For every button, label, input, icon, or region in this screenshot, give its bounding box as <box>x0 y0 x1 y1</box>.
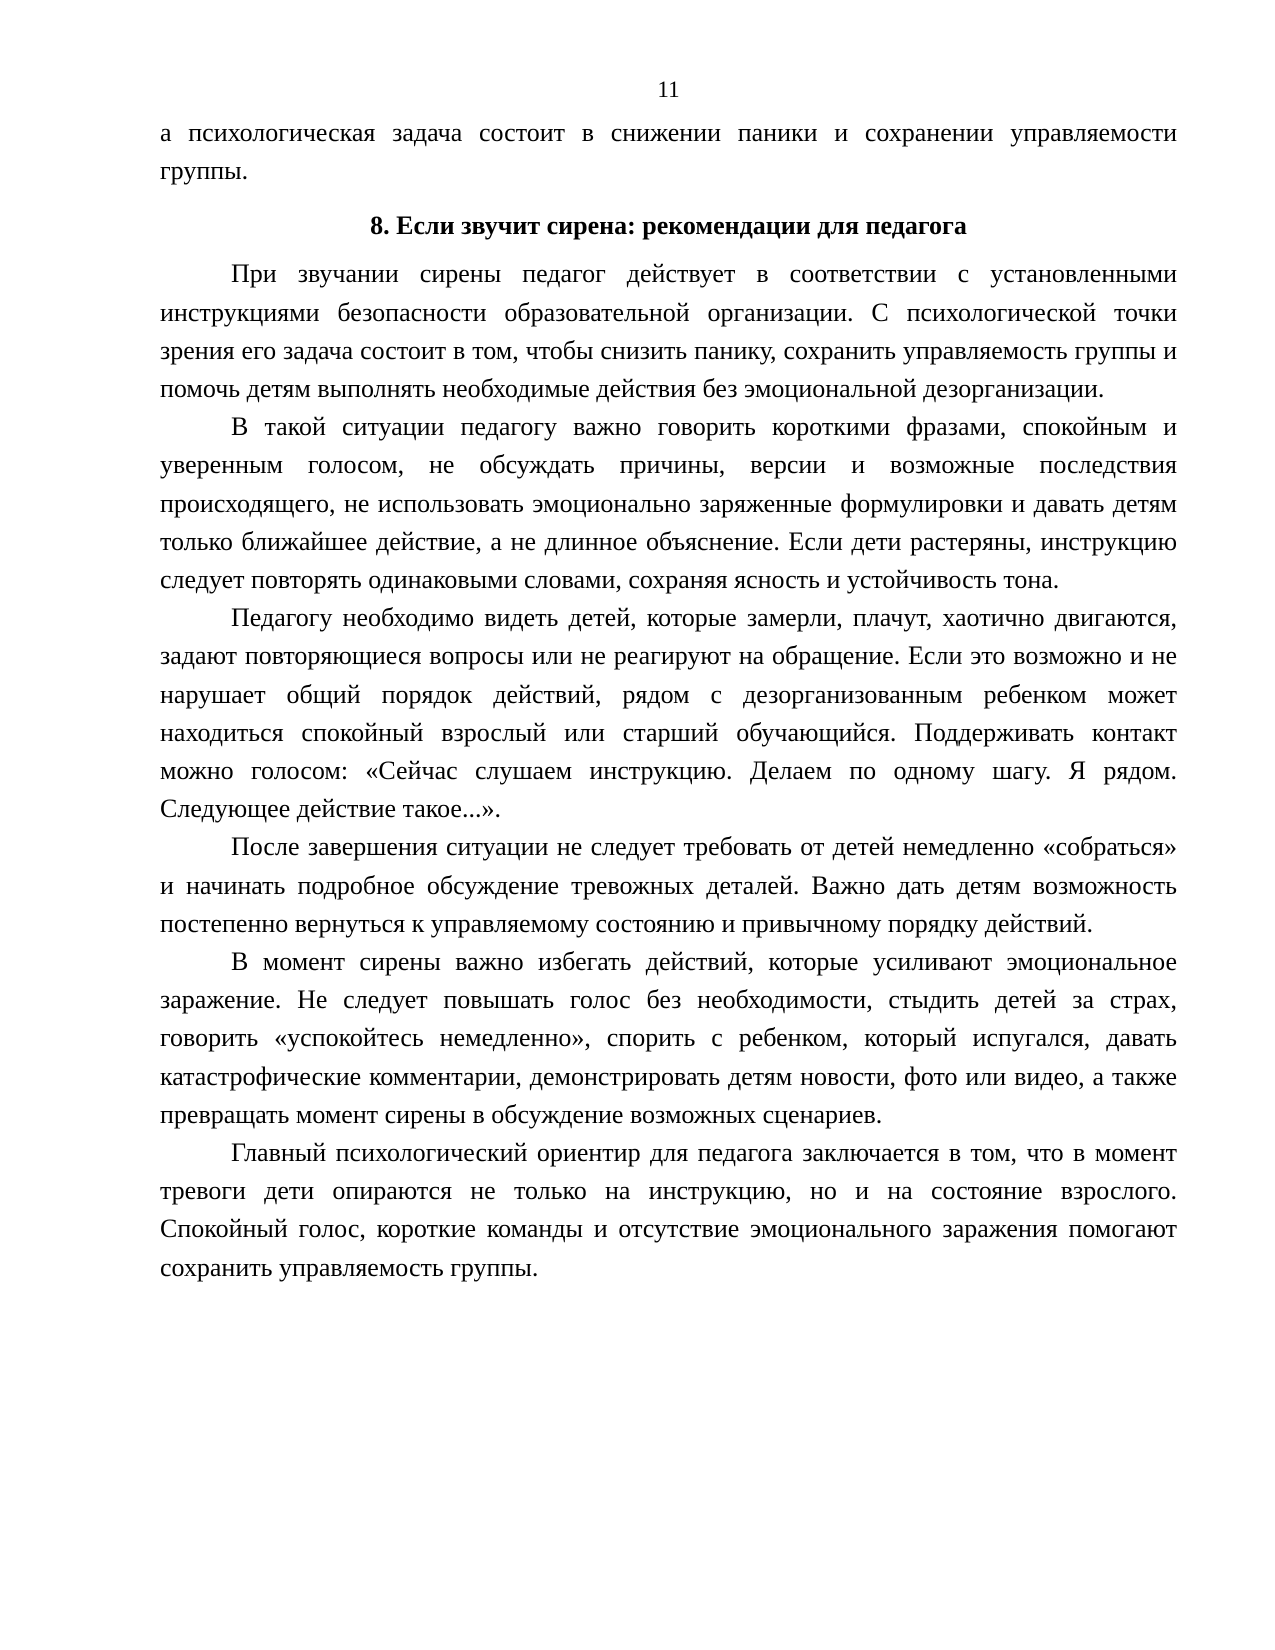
page-number: 11 <box>657 77 680 102</box>
paragraph-5: В момент сирены важно избегать действий, которые усиливают эмоциональное заражение. Не следует повышать голос без необходимости, стыдить детей за страх, говорить «успокойтесь немедленно», спорить с ребенком, который испугался, давать катастрофические комментарии, демонстрировать детям новости, фото или видео, а также превращать момент сирены в обсуждение возможных сценариев. <box>160 947 1177 1129</box>
paragraph-3: Педагогу необходимо видеть детей, которые замерли, плачут, хаотично двигаются, задают повторяющиеся вопросы или не реагируют на обращение. Если это возможно и не нарушает общий порядок действий, рядом с дезорганизованным ребенком может находиться спокойный взрослый или старший обучающийся. Поддерживать контакт можно голосом: «Сейчас слушаем инструкцию. Делаем по одному шагу. Я рядом. Следующее действие такое...». <box>160 603 1177 824</box>
paragraph-1: При звучании сирены педагог действует в соответствии с установленными инструкциями безопасности образовательной организации. С психологической точки зрения его задача состоит в том, чтобы снизить панику, сохранить управляемость группы и помочь детям выполнять необходимые действия без эмоциональной дезорганизации. <box>160 259 1177 404</box>
page-content <box>160 114 1177 1287</box>
paragraph-4: После завершения ситуации не следует требовать от детей немедленно «собраться» и начинать подробное обсуждение тревожных деталей. Важно дать детям возможность постепенно вернуться к управляемому состоянию и привычному порядку действий. <box>160 832 1177 938</box>
section-heading: 8. Если звучит сирена: рекомендации для педагога <box>370 211 967 241</box>
paragraph-2: В такой ситуации педагогу важно говорить короткими фразами, спокойным и уверенным голосом, не обсуждать причины, версии и возможные последствия происходящего, не использовать эмоционально заряженные формулировки и давать детям только ближайшее действие, а не длинное объяснение. Если дети растеряны, инструкцию следует повторять одинаковыми словами, сохраняя ясность и устойчивость тона. <box>160 412 1177 595</box>
continuation-paragraph: а психологическая задача состоит в снижении паники и сохранении управляемости группы. <box>160 118 1177 186</box>
paragraph-6: Главный психологический ориентир для педагога заключается в том, что в момент тревоги дети опираются не только на инструкцию, но и на состояние взрослого. Спокойный голос, короткие команды и отсутствие эмоционального заражения помогают сохранить управляемость группы. <box>160 1138 1177 1282</box>
